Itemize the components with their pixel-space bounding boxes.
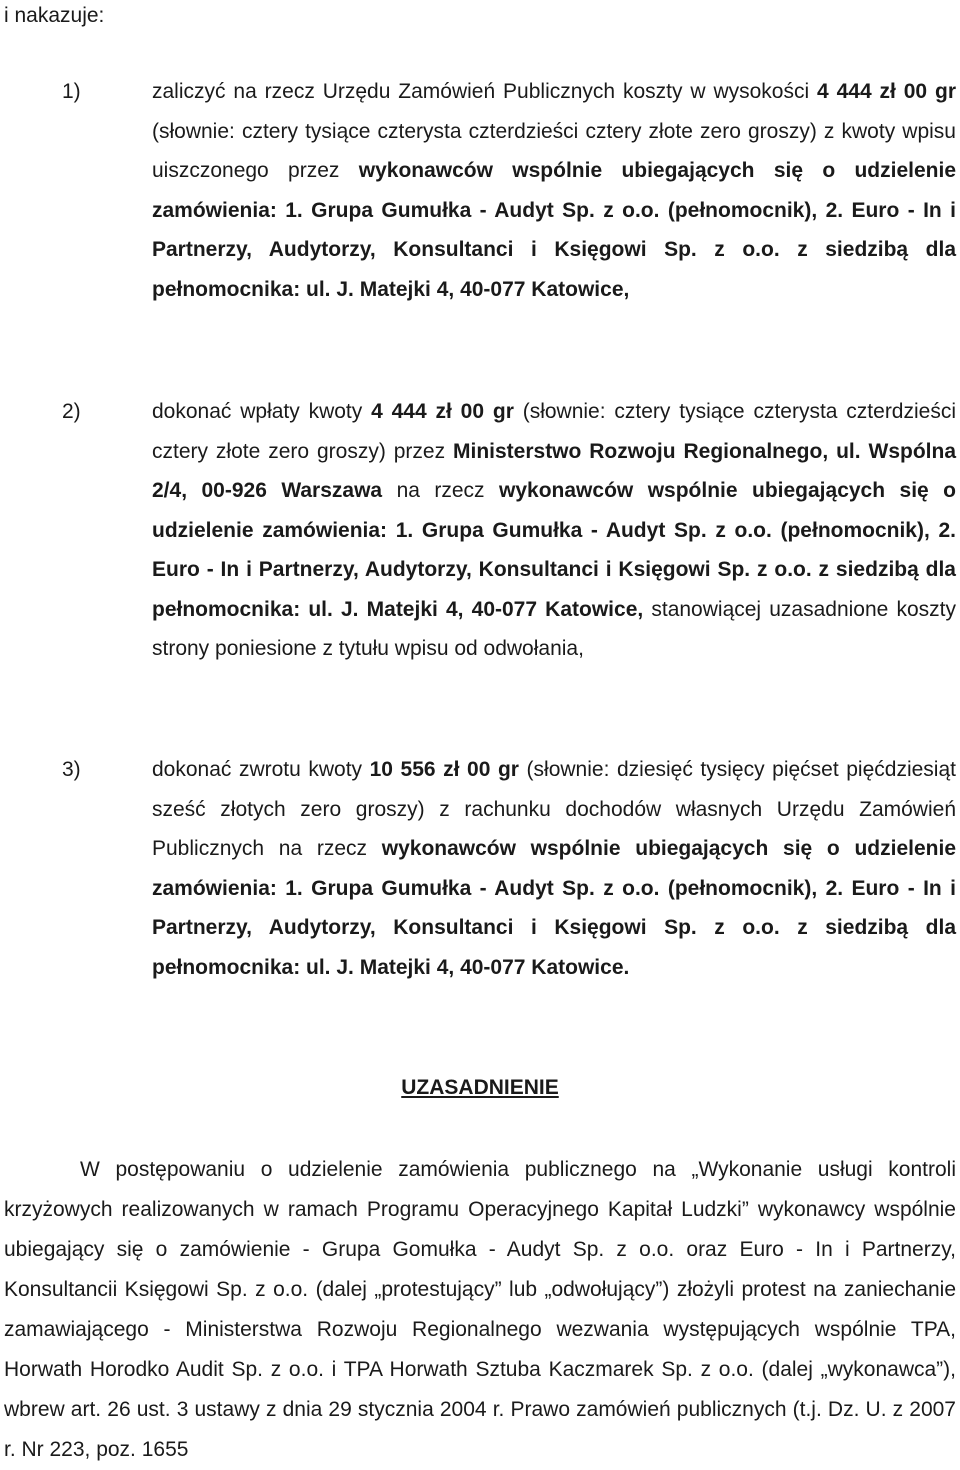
item-number: 2) [62, 400, 81, 423]
text-span: dokonać zwrotu kwoty [152, 758, 370, 781]
text-span-bold: 4 444 zł 00 gr [371, 400, 514, 423]
item-number: 1) [62, 80, 81, 103]
text-span: na rzecz [382, 479, 500, 502]
text-span-bold: wykonawców wspólnie ubiegających się o udzielenie zamówienia: 1. Grupa Gumułka - Audyt Sp. z o.o. (pełnomocnik), 2. Euro - In i Partnerzy, Audytorzy, Konsultanci i Księgowi Sp. z o.o. z siedzibą dla pełnomocnika: ul. J. Matejki 4, 40-077 Katowice, [152, 159, 957, 301]
text-span: stanowiącej uzasadnione koszty strony poniesione z tytułu wpisu od odwołania, [152, 597, 956, 660]
text-span: (słownie: cztery tysiące czterysta czterdzieści cztery złote zero groszy) z kwoty wpisu uiszczonego przez [152, 119, 956, 182]
section-heading: UZASADNIENIE [401, 1076, 559, 1099]
text-span-bold: 10 556 zł 00 gr [369, 758, 519, 781]
intro-text: i nakazuje: [4, 4, 105, 27]
item-text [152, 72, 956, 309]
text-span-bold: 4 444 zł 00 gr [817, 80, 956, 103]
text-span: zaliczyć na rzecz Urzędu Zamówień Publicznych koszty w wysokości [152, 80, 818, 103]
item-text [152, 392, 956, 669]
text-span: (słownie: dziesięć tysięcy pięćset pięćdziesiąt sześć złotych zero groszy) z rachunku dochodów własnych Urzędu Zamówień Publicznych na rzecz [152, 758, 956, 860]
item-text [152, 750, 956, 987]
text-span: (słownie: cztery tysiące czterysta czterdzieści cztery złote zero groszy) przez [152, 400, 956, 463]
text-span-bold: wykonawców wspólnie ubiegających się o udzielenie zamówienia: 1. Grupa Gumułka - Audyt Sp. z o.o. (pełnomocnik), 2. Euro - In i Partnerzy, Audytorzy, Konsultanci i Księgowi Sp. z o.o. z siedzibą dla pełnomocnika: ul. J. Matejki 4, 40-077 Katowice, [152, 479, 956, 621]
text-span: dokonać wpłaty kwoty [152, 400, 372, 423]
text-span-bold: Ministerstwo Rozwoju Regionalnego, ul. Wspólna 2/4, 00-926 Warszawa [152, 439, 956, 502]
text-span-bold: wykonawców wspólnie ubiegających się o udzielenie zamówienia: 1. Grupa Gumułka - Audyt Sp. z o.o. (pełnomocnik), 2. Euro - In i Partnerzy, Audytorzy, Konsultanci i Księgowi Sp. z o.o. z siedzibą dla pełnomocnika: ul. J. Matejki 4, 40-077 Katowice. [152, 837, 956, 979]
justification-paragraph: W postępowaniu o udzielenie zamówienia publicznego na „Wykonanie usługi kontroli krzyżowych realizowanych w ramach Programu Operacyjnego Kapitał Ludzki” wykonawcy wspólnie ubiegający się o zamówienie - Grupa Gomułka - Audyt Sp. z o.o. oraz Euro - In i Partnerzy, Konsultancii Księgowi Sp. z o.o. (dalej „protestujący” lub „odwołujący”) złożyli protest na zaniechanie zamawiającego - Ministerstwa Rozwoju Regionalnego wezwania występujących wspólnie TPA, Horwath Horodko Audit Sp. z o.o. i TPA Horwath Sztuba Kaczmarek Sp. z o.o. (dalej „wykonawca”), wbrew art. 26 ust. 3 ustawy z dnia 29 stycznia 2004 r. Prawo zamówień publicznych (t.j. Dz. U. z 2007 r. Nr 223, poz. 1655 [4, 1158, 956, 1461]
item-number: 3) [62, 758, 81, 781]
